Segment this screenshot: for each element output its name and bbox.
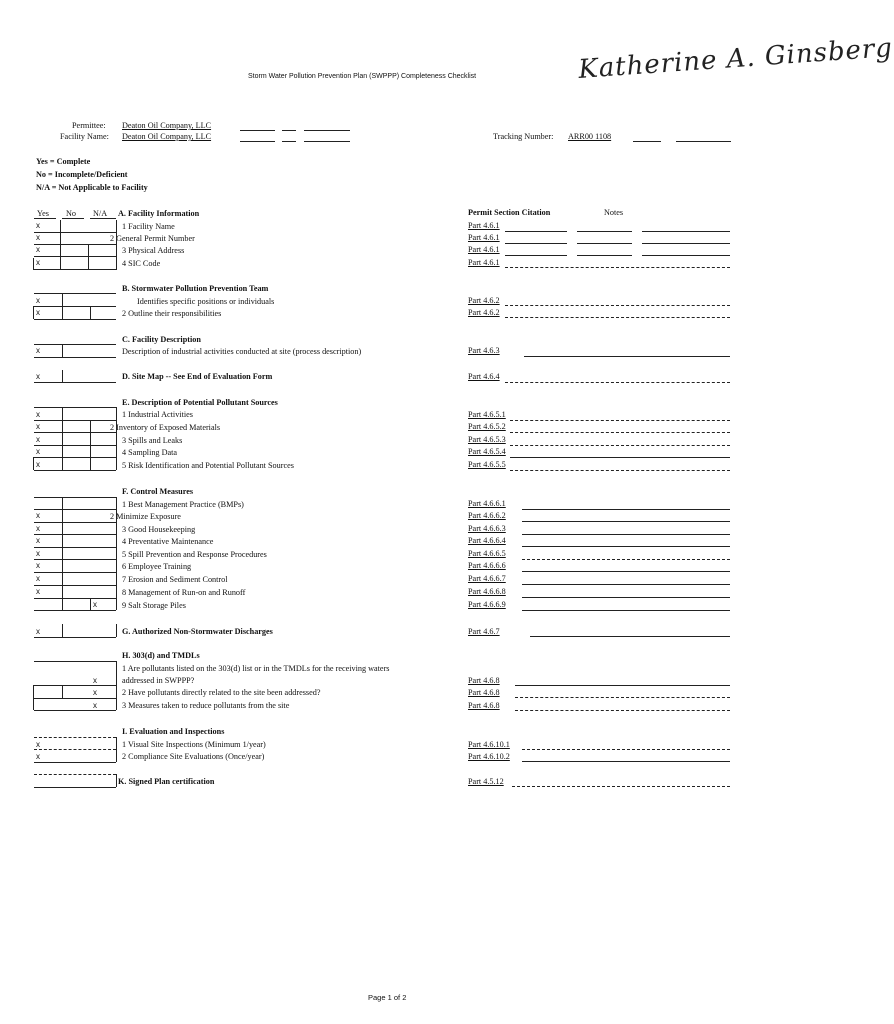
col-notes: Notes [604,208,624,217]
page-title: Storm Water Pollution Prevention Plan (SWPPP) Completeness Checklist [248,73,477,80]
item-f5: 5 Spill Prevention and Response Procedures [122,550,267,559]
mark-e1: x [36,410,40,419]
permittee-label: Permittee: [72,121,106,130]
tracking-value: ARR00 1108 [568,132,612,141]
item-i1: 1 Visual Site Inspections (Minimum 1/year) [122,740,266,749]
section-i-heading: I. Evaluation and Inspections [122,727,225,736]
cit-f8: Part 4.6.6.8 [468,587,506,596]
cit-i2: Part 4.6.10.2 [468,752,510,761]
item-i2: 2 Compliance Site Evaluations (Once/year) [122,752,265,761]
cit-a1: Part 4.6.1 [468,221,500,230]
facility-value: Deaton Oil Company, LLC [122,132,212,141]
mark-f5: x [36,549,40,558]
mark-f9: x [93,600,97,609]
mark-h2: x [93,688,97,697]
cit-f2: Part 4.6.6.2 [468,511,506,520]
tracking-label: Tracking Number: [493,132,554,141]
mark-f4: x [36,536,40,545]
item-f6: 6 Employee Training [122,562,192,571]
mark-h1: x [93,676,97,685]
col-yes: Yes [37,209,49,218]
cit-b1: Part 4.6.2 [468,296,500,305]
col-na: N/A [93,209,108,218]
page-number: Page 1 of 2 [368,993,407,1002]
section-f-heading: F. Control Measures [122,487,194,496]
item-f8: 8 Management of Run-on and Runoff [122,588,246,597]
cit-d: Part 4.6.4 [468,372,500,381]
col-citation: Permit Section Citation [468,208,551,217]
mark-b2: x [36,308,40,317]
mark-e5: x [36,460,40,469]
item-h3: 3 Measures taken to reduce pollutants from the site [122,701,290,710]
item-e4: 4 Sampling Data [122,448,178,457]
col-no: No [66,209,77,218]
item-b1: Identifies specific positions or individuals [137,297,275,306]
item-e5: 5 Risk Identification and Potential Pollutant Sources [122,461,294,470]
mark-a2: x [36,233,40,242]
mark-g: x [36,627,40,636]
cit-f1: Part 4.6.6.1 [468,499,506,508]
item-a1: 1 Facility Name [122,222,175,231]
item-e2: 2 Inventory of Exposed Materials [110,423,221,432]
cit-f6: Part 4.6.6.6 [468,561,506,570]
mark-f6: x [36,561,40,570]
cit-h3: Part 4.6.8 [468,701,500,710]
mark-a1: x [36,221,40,230]
cit-f4: Part 4.6.6.4 [468,536,506,545]
mark-e2: x [36,422,40,431]
cit-b2: Part 4.6.2 [468,308,500,317]
mark-a3: x [36,245,40,254]
mark-f8: x [36,587,40,596]
cit-h2: Part 4.6.8 [468,688,500,697]
mark-c1: x [36,346,40,355]
mark-b1: x [36,296,40,305]
cit-e2: Part 4.6.5.2 [468,422,506,431]
cit-e1: Part 4.6.5.1 [468,410,506,419]
item-a2: 2 General Permit Number [110,234,195,243]
item-f4: 4 Preventative Maintenance [122,537,214,546]
cit-k: Part 4.5.12 [468,777,504,786]
item-a4: 4 SIC Code [122,259,161,268]
mark-f3: x [36,524,40,533]
cit-h1: Part 4.6.8 [468,676,500,685]
section-g-heading: G. Authorized Non-Stormwater Discharges [122,627,273,636]
section-b-heading: B. Stormwater Pollution Prevention Team [122,284,269,293]
mark-e4: x [36,447,40,456]
cit-e5: Part 4.6.5.5 [468,460,506,469]
item-f2: 2 Minimize Exposure [110,512,181,521]
section-c-heading: C. Facility Description [122,335,201,344]
legend-na: N/A = Not Applicable to Facility [36,183,148,192]
section-d-heading: D. Site Map -- See End of Evaluation Form [122,372,273,381]
item-h1b: addressed in SWPPP? [122,676,195,685]
cit-e3: Part 4.6.5.3 [468,435,506,444]
section-a-heading: A. Facility Information [118,209,200,218]
cit-i1: Part 4.6.10.1 [468,740,510,749]
signature: Katherine A. Ginsberg [577,33,894,85]
cit-f9: Part 4.6.6.9 [468,600,506,609]
cit-f3: Part 4.6.6.3 [468,524,506,533]
section-k-heading: K. Signed Plan certification [118,777,215,786]
mark-i2: x [36,752,40,761]
item-h1a: 1 Are pollutants listed on the 303(d) list or in the TMDLs for the receiving waters [122,664,390,673]
legend-yes: Yes = Complete [36,157,91,166]
cit-a4: Part 4.6.1 [468,258,500,267]
permittee-value: Deaton Oil Company, LLC [122,121,212,130]
mark-i1: x [36,740,40,749]
item-f3: 3 Good Housekeeping [122,525,196,534]
mark-a4: x [36,258,40,267]
item-a3: 3 Physical Address [122,246,185,255]
item-h2: 2 Have pollutants directly related to the site been addressed? [122,688,321,697]
facility-label: Facility Name: [60,132,109,141]
cit-c1: Part 4.6.3 [468,346,500,355]
mark-f2: x [36,511,40,520]
cit-f5: Part 4.6.6.5 [468,549,506,558]
item-f1: 1 Best Management Practice (BMPs) [122,500,244,509]
legend-no: No = Incomplete/Deficient [36,170,128,179]
mark-h3: x [93,701,97,710]
mark-e3: x [36,435,40,444]
item-f9: 9 Salt Storage Piles [122,601,186,610]
cit-a3: Part 4.6.1 [468,245,500,254]
item-c1: Description of industrial activities conducted at site (process description) [122,347,362,356]
item-f7: 7 Erosion and Sediment Control [122,575,228,584]
item-b2: 2 Outline their responsibilities [122,309,222,318]
section-e-heading: E. Description of Potential Pollutant Sources [122,398,278,407]
item-e3: 3 Spills and Leaks [122,436,183,445]
section-h-heading: H. 303(d) and TMDLs [122,651,200,660]
cit-f7: Part 4.6.6.7 [468,574,506,583]
mark-d: x [36,372,40,381]
cit-a2: Part 4.6.1 [468,233,500,242]
item-e1: 1 Industrial Activities [122,410,193,419]
mark-f7: x [36,574,40,583]
cit-e4: Part 4.6.5.4 [468,447,506,456]
cit-g: Part 4.6.7 [468,627,500,636]
